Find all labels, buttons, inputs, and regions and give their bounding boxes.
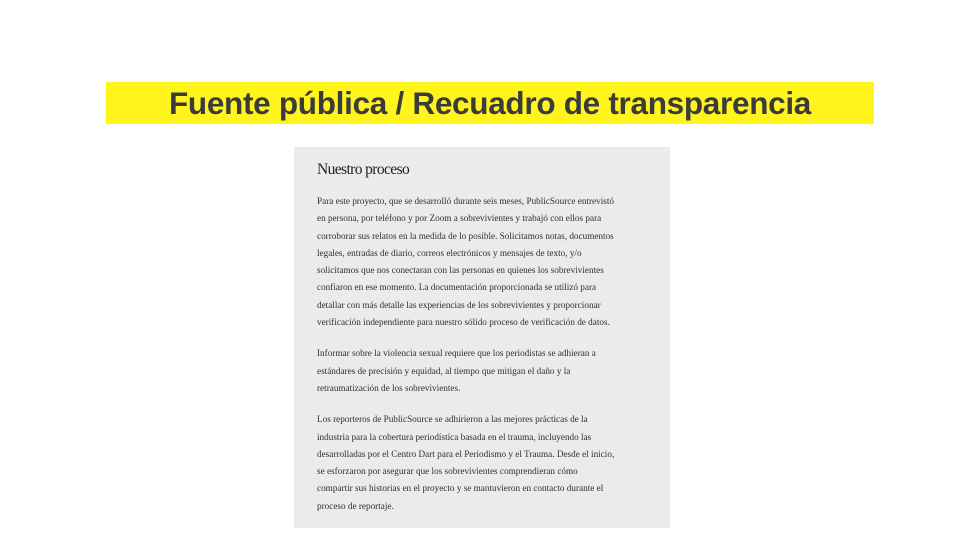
transparency-box	[294, 147, 670, 528]
paragraph-line: industria para la cobertura periodística basada en el trauma, incluyendo las	[317, 431, 592, 442]
paragraph-line: proceso de reportaje.	[317, 500, 394, 511]
paragraph-line: retraumatización de los sobrevivientes.	[317, 382, 461, 393]
paragraph-line: detallar con más detalle las experiencias de los sobrevivientes y proporcionar	[317, 299, 601, 310]
paragraph-standards	[317, 345, 650, 397]
paragraph-line: se esforzaron por asegurar que los sobrevivientes comprendieran cómo	[317, 466, 578, 477]
paragraph-process	[317, 193, 650, 331]
paragraph-line: desarrolladas por el Centro Dart para el Periodismo y el Trauma. Desde el inicio,	[317, 448, 615, 459]
paragraph-line: verificación independiente para nuestro sólido proceso de verificación de datos.	[317, 317, 610, 328]
paragraph-line: compartir sus historias en el proyecto y se mantuvieron en contacto durante el	[317, 483, 604, 494]
slide-title: Fuente pública / Recuadro de transparencia	[106, 82, 874, 124]
paragraph-line: estándares de precisión y equidad, al tiempo que mitigan el daño y la	[317, 365, 571, 376]
box-heading: Nuestro proceso	[317, 161, 410, 178]
paragraph-practices	[317, 411, 650, 515]
paragraph-line: legales, entradas de diario, correos electrónicos y mensajes de texto, y/o	[317, 247, 582, 258]
paragraph-line: Para este proyecto, que se desarrolló durante seis meses, PublicSource entrevistó	[317, 196, 614, 206]
paragraph-line: corroborar sus relatos en la medida de lo posible. Solicitamos notas, documentos	[317, 230, 614, 241]
paragraph-line: solicitamos que nos conectaran con las personas en quienes los sobrevivientes	[317, 265, 604, 276]
paragraph-line: Informar sobre la violencia sexual requiere que los periodistas se adhieran a	[317, 348, 596, 359]
paragraph-line: confiaron en ese momento. La documentación proporcionada se utilizó para	[317, 282, 597, 293]
paragraph-line: Los reporteros de PublicSource se adhirieron a las mejores prácticas de la	[317, 414, 588, 425]
paragraph-line: en persona, por teléfono y por Zoom a sobrevivientes y trabajó con ellos para	[317, 213, 602, 224]
